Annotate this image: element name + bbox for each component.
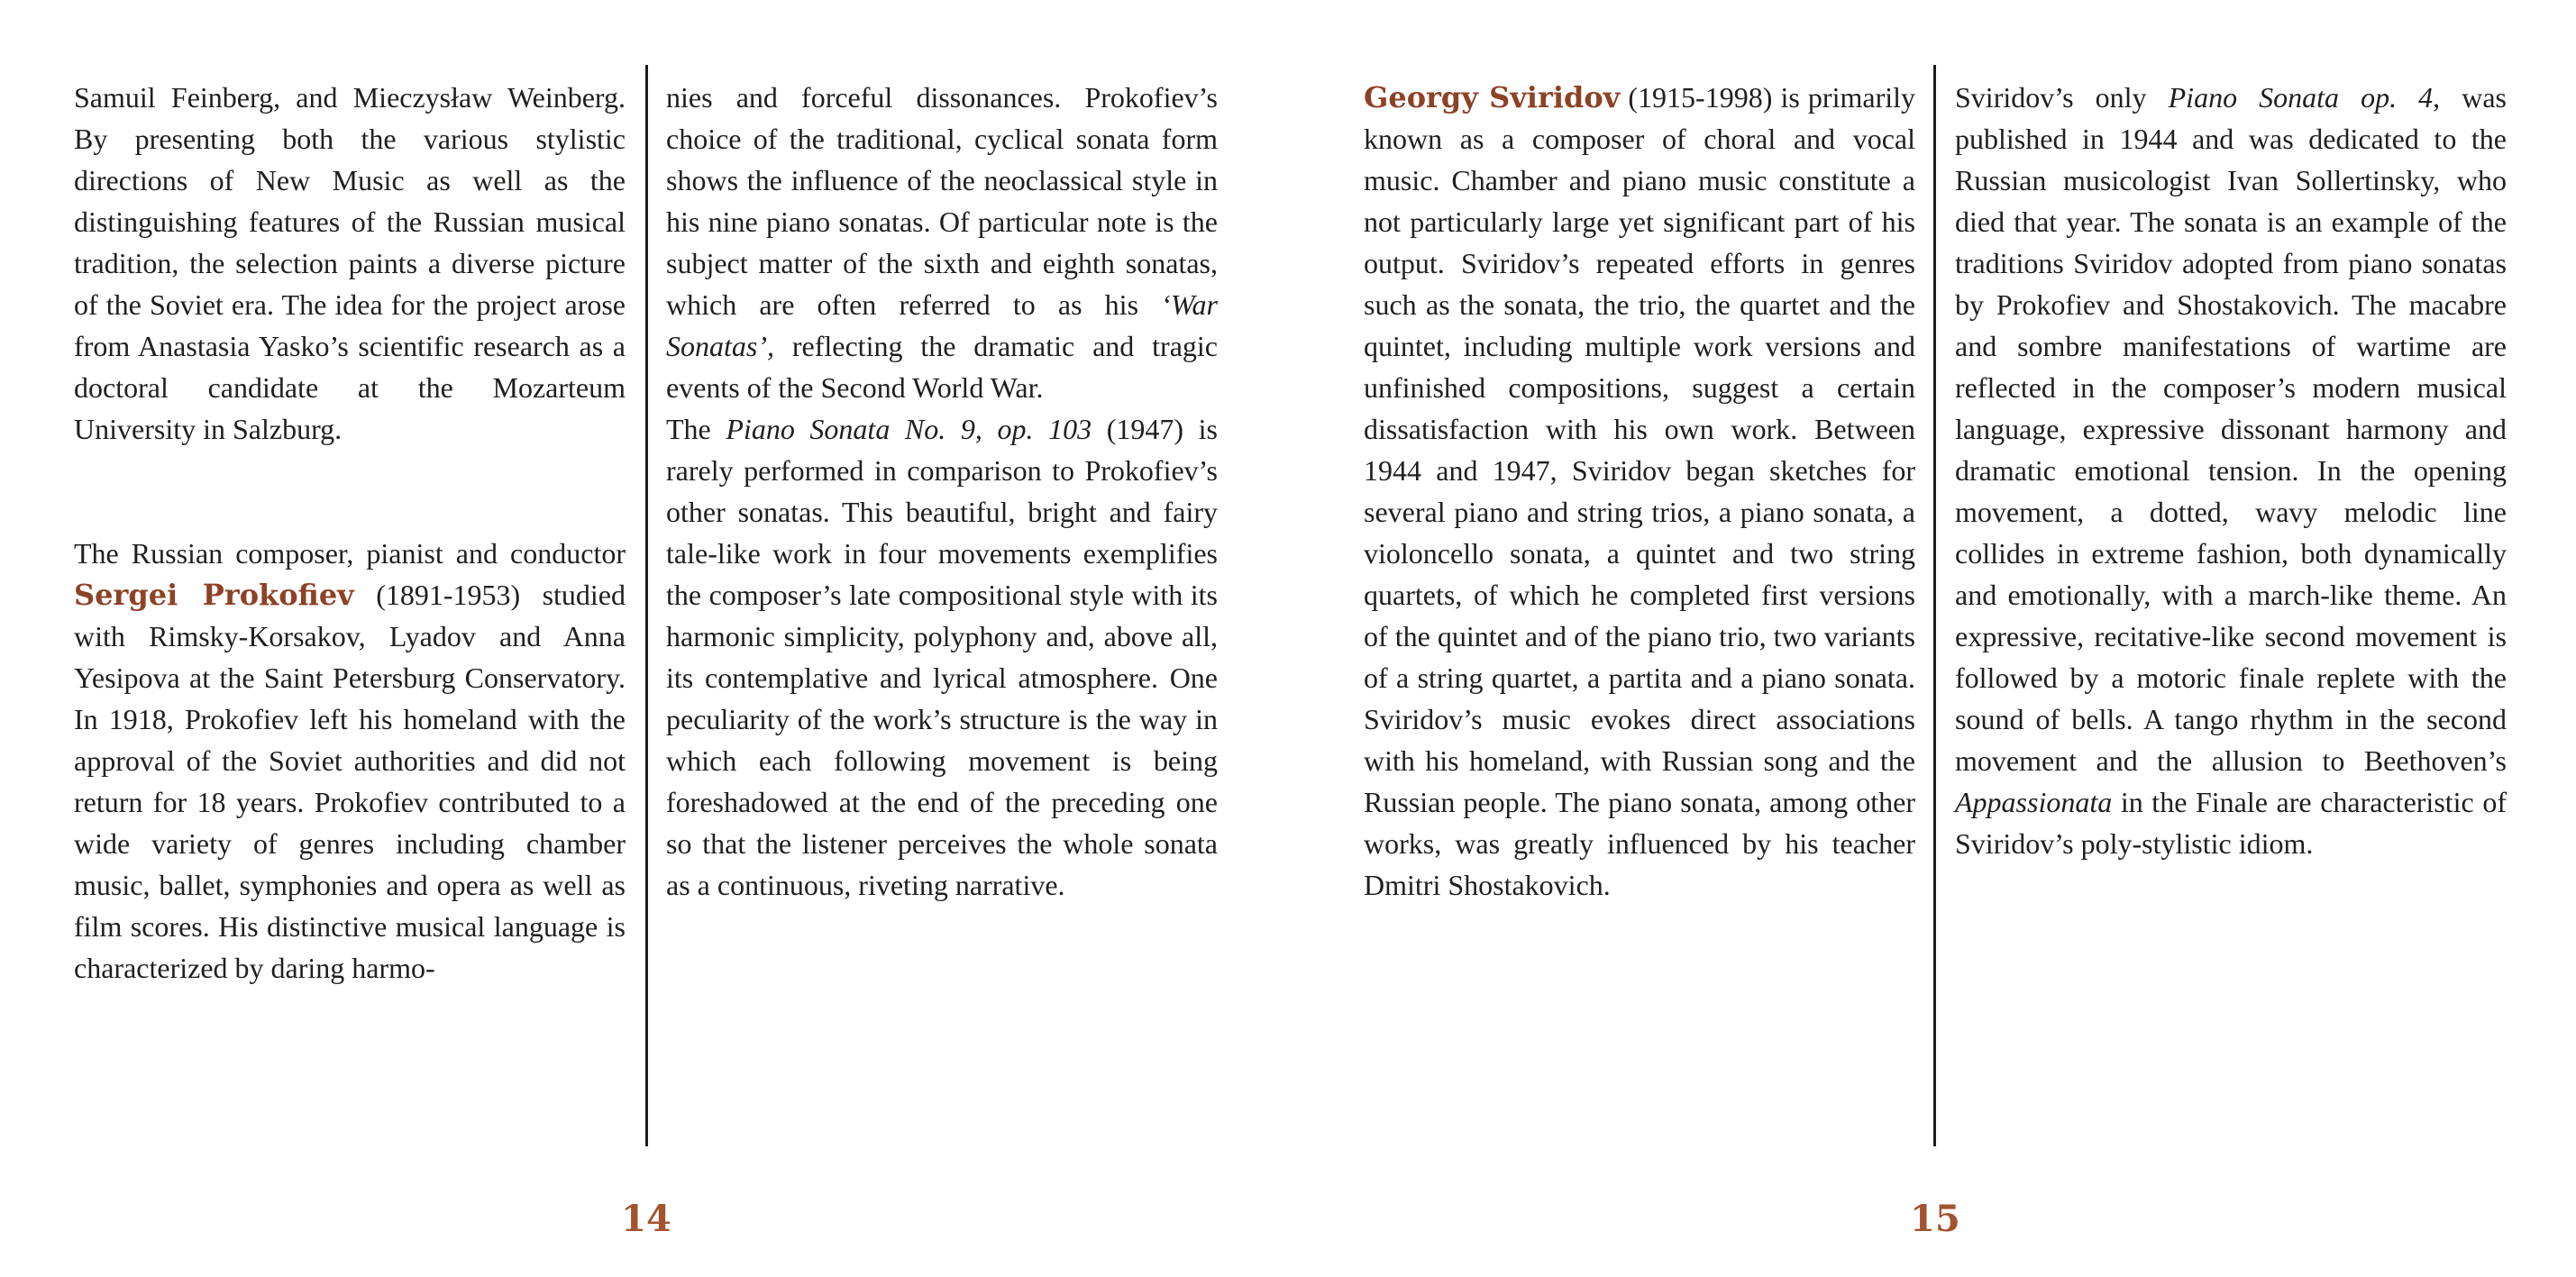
paragraph xyxy=(666,408,1218,906)
text-run: The xyxy=(666,413,726,445)
text-run: reflecting the dramatic and tragic events of the Second World War. xyxy=(666,330,1218,404)
paragraph xyxy=(666,77,1218,408)
text-run: nies and forceful dissonances. Prokofiev’s choice of the traditional, cyclical sonata form shows the influence of the neoclassical style in his nine piano sonatas. Of particular note is the subject matter of the sixth and eighth sonatas, which are often referred to as his xyxy=(666,81,1218,321)
column-divider xyxy=(645,65,648,1146)
paragraph xyxy=(74,77,626,450)
text-run: Sviridov’s only xyxy=(1955,81,2169,114)
paragraph xyxy=(74,533,626,989)
text-column-1 xyxy=(74,77,626,989)
work-title: Piano Sonata op. 4 xyxy=(2168,81,2434,114)
text-run: in the Finale are characteristic of Sviridov’s poly-stylistic idiom. xyxy=(1955,786,2507,860)
composer-name: Sergei Prokofiev xyxy=(74,578,354,612)
page-number: 15 xyxy=(1910,1198,1960,1240)
text-column-4 xyxy=(1955,77,2507,864)
paragraph xyxy=(1955,77,2507,864)
column-divider xyxy=(1933,65,1936,1146)
page-number: 14 xyxy=(621,1198,671,1240)
text-run: , was published in 1944 and was dedicated to the Russian musicologist Ivan Sollertinsky, who died that year. The sonata is an example of the traditions Sviridov adopted from piano sonatas by Prokofiev and Shostakovich. The macabre and sombre manifestations of wartime are reflected in the composer’s modern musical language, expressive dissonant harmony and dramatic emotional tension. In the opening movement, a dotted, wavy melodic line collides in extreme fashion, both dynamically and emotionally, with a march-like theme. An expressive, recitative-like second movement is followed by a motoric finale replete with the sound of bells. A tango rhythm in the second movement and the allusion to Beethoven’s xyxy=(1955,81,2507,777)
text-column-3 xyxy=(1364,77,1915,906)
text-run: (1915-1998) is primarily known as a composer of choral and vocal music. Chamber and piano music constitute a not particularly large yet significant part of his output. Sviridov’s repeated efforts in genres such as the sonata, the trio, the quartet and the quintet, including multiple work versions and unfinished compositions, suggest a certain dissatisfaction with his own work. Between 1944 and 1947, Sviridov began sketches for several piano and string trios, a piano sonata, a violoncello sonata, a quintet and two string quartets, of which he completed first versions of the quintet and of the piano trio, two variants of a string quartet, a partita and a piano sonata. Sviridov’s music evokes direct associations with his homeland, with Russian song and the Russian people. The piano sonata, among other works, was greatly influenced by his teacher Dmitri Shostakovich. xyxy=(1364,81,1916,901)
text-column-2 xyxy=(666,77,1218,906)
text-run: The Russian composer, pianist and conductor xyxy=(74,537,626,570)
work-title: Appassionata xyxy=(1955,786,2113,818)
work-title: ‘War Sonatas’, xyxy=(666,288,1218,362)
paragraph xyxy=(1364,77,1915,906)
work-title: Piano Sonata No. 9, op. 103 xyxy=(726,413,1092,445)
text-run: Samuil Feinberg, and Mieczysław Weinberg. By presenting both the various stylistic directions of New Music as well as the distinguishing features of the Russian musical tradition, the selection paints a diverse picture of the Soviet era. The idea for the project arose from Anastasia Yasko’s scientific research as a doctoral candidate at the Mozarteum University in Salzburg. xyxy=(74,81,626,445)
text-run: (1891-1953) studied with Rimsky-Korsakov, Lyadov and Anna Yesipova at the Saint Petersburg Conservatory. In 1918, Prokofiev left his homeland with the approval of the Soviet authorities and did not return for 18 years. Prokofiev contributed to a wide variety of genres including chamber music, ballet, symphonies and opera as well as film scores. His distinctive musical language is characterized by daring harmo- xyxy=(74,579,626,984)
composer-name: Georgy Sviridov xyxy=(1364,80,1621,114)
text-run: (1947) is rarely performed in comparison to Prokofiev’s other sonatas. This beautiful, bright and fairy tale-like work in four movements exemplifies the composer’s late compositional style with its harmonic simplicity, polyphony and, above all, its contemplative and lyrical atmosphere. One peculiarity of the work’s structure is the way in which each following movement is being foreshadowed at the end of the preceding one so that the listener perceives the whole sonata as a continuous, riveting narrative. xyxy=(666,413,1219,901)
